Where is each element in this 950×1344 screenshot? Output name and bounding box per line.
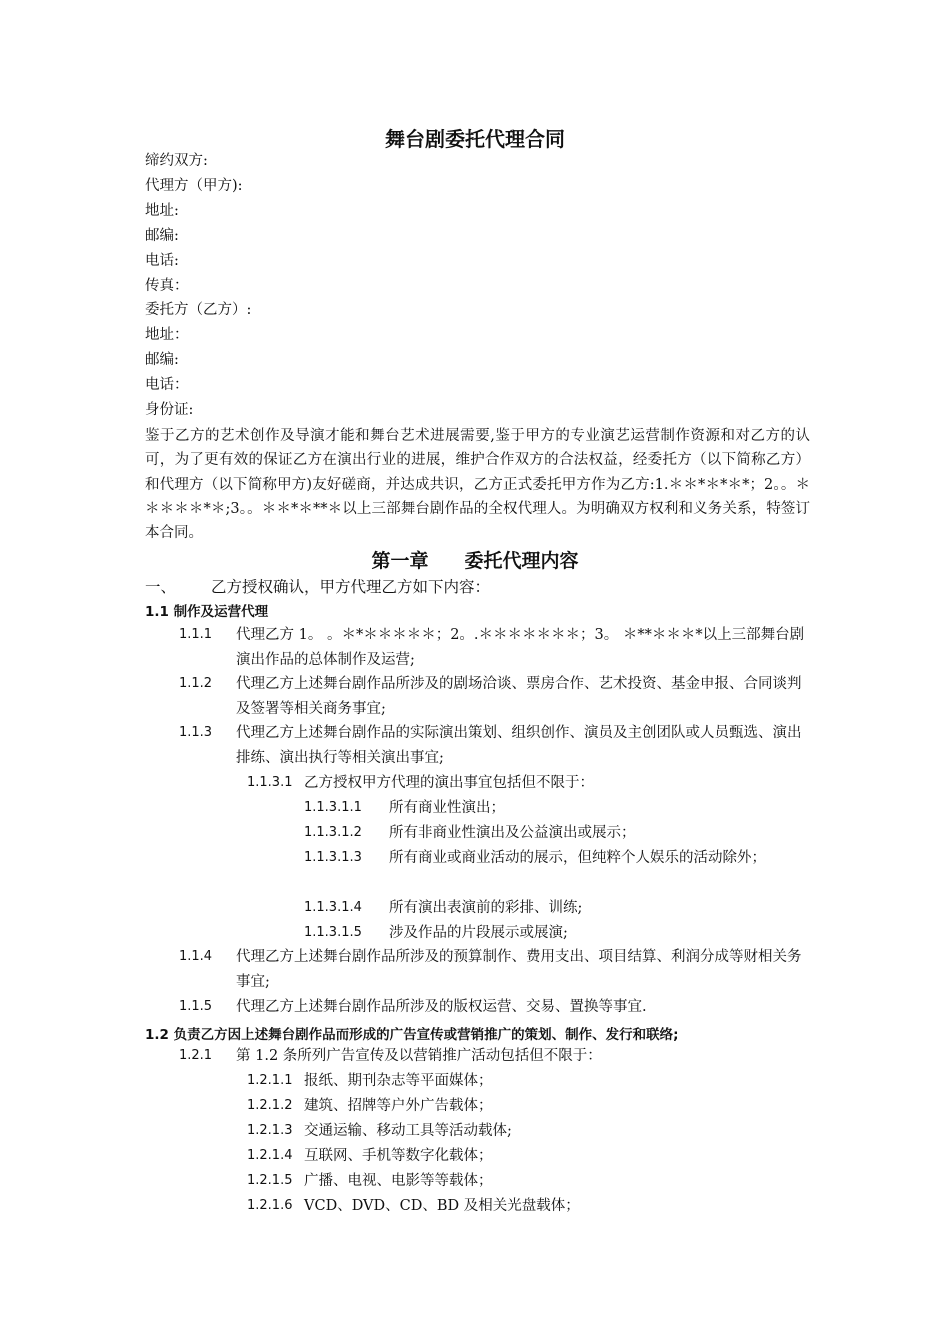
- clause-1-2-1: [179, 1044, 815, 1069]
- clause-1-1-1: [179, 623, 815, 672]
- clause-number: 1.1.2: [179, 676, 213, 691]
- clause-number: 1.2.1.1: [247, 1073, 293, 1088]
- clause-text: 建筑、招牌等户外广告载体；: [304, 1098, 493, 1114]
- clause-text: 涉及作品的片段展示或展演;: [389, 925, 568, 941]
- party-line: 地址:: [145, 203, 179, 219]
- clause-text: 所有商业性演出；: [389, 800, 505, 816]
- party-line: 传真：: [145, 278, 189, 294]
- section-one: [145, 575, 490, 597]
- party-line: 电话：: [145, 377, 189, 393]
- clause-number: 1.1.4: [179, 949, 213, 964]
- section-one-number: 一、: [145, 578, 177, 596]
- clause-text: 代理乙方上述舞台剧作品所涉及的版权运营、交易、置换等事宜.: [236, 999, 647, 1015]
- chapter-heading: [0, 546, 950, 573]
- clause-text: 互联网、手机等数字化载体；: [304, 1148, 493, 1164]
- clause-1-1-5: [179, 995, 815, 1020]
- clause-text: 所有非商业性演出及公益演出或展示；: [389, 825, 636, 841]
- clause-1-1-3-1-4: [304, 896, 815, 921]
- chapter-title: 委托代理内容: [464, 550, 579, 572]
- party-line: 代理方（甲方):: [145, 178, 243, 194]
- clause-number: 1.1.3.1.1: [304, 800, 362, 815]
- clause-text: 所有演出表演前的彩排、训练;: [389, 900, 583, 916]
- clause-number: 1.2.1.6: [247, 1198, 293, 1213]
- clause-1-1-3: [179, 721, 815, 770]
- clause-number: 1.1.3.1.3: [304, 850, 362, 865]
- clause-text: VCD、DVD、CD、BD 及相关光盘载体；: [304, 1198, 580, 1214]
- clause-number: 1.1.1: [179, 627, 213, 642]
- clause-number: 1.2.1.3: [247, 1123, 293, 1138]
- intro-paragraph: 鉴于乙方的艺术创作及导演才能和舞台艺术进展需要,鉴于甲方的专业演艺运营制作资源和对乙方的认可，为了更有效的保证乙方在演出行业的进展，维护合作双方的合法权益，经委托方（以下简称乙方）和代理方（以下简称甲方)友好磋商，并达成共识，乙方正式委托甲方作为乙方:1.＊＊*＊*＊*；2。。＊＊＊＊＊*＊;3。。＊＊*＊**＊以上三部舞台剧作品的全权代理人。为明确双方权利和义务关系，特签订本合同。: [145, 428, 810, 542]
- clause-text: 代理乙方 1。 。＊*＊＊＊＊＊；2。.＊＊＊＊＊＊＊；3。 ＊**＊＊＊*以上三部舞台剧演出作品的总体制作及运营;: [236, 627, 805, 668]
- clause-text: 广播、电视、电影等等载体；: [304, 1173, 493, 1189]
- clause-1-1-3-1-1: [304, 796, 815, 821]
- clause-1-1-3-1-5: [304, 921, 815, 946]
- clause-text: 交通运输、移动工具等活动载体;: [304, 1123, 512, 1139]
- clause-1-2-1-4: [247, 1144, 815, 1169]
- clause-number: 1.2.1.4: [247, 1148, 293, 1163]
- clause-1-1-2: [179, 672, 815, 721]
- party-line: 委托方（乙方）:: [145, 302, 252, 318]
- party-line: 邮编:: [145, 228, 179, 244]
- clause-text: 代理乙方上述舞台剧作品的实际演出策划、组织创作、演员及主创团队或人员甄选、演出排练、演出执行等相关演出事宜;: [236, 725, 802, 766]
- clause-text: 所有商业或商业活动的展示，但纯粹个人娱乐的活动除外；: [389, 850, 766, 866]
- clause-1-1-3-1: [247, 771, 815, 796]
- clause-number: 1.1.3.1.2: [304, 825, 362, 840]
- clause-text: 第 1.2 条所列广告宣传及以营销推广活动包括但不限于：: [236, 1048, 602, 1064]
- clause-text: 代理乙方上述舞台剧作品所涉及的预算制作、费用支出、项目结算、利润分成等财相关务事宜;: [236, 949, 802, 990]
- document-title: 舞台剧委托代理合同: [385, 127, 565, 151]
- clause-number: 1.1.3.1.4: [304, 900, 362, 915]
- clause-number: 1.2.1.2: [247, 1098, 293, 1113]
- clause-number: 1.2.1: [179, 1048, 213, 1063]
- clause-number: 1.1.3: [179, 725, 213, 740]
- clause-1-1-3-1-3: [304, 846, 815, 871]
- party-line: 邮编:: [145, 352, 179, 368]
- section-heading-1-1: 1.1 制作及运营代理: [145, 604, 269, 620]
- clause-1-2-1-1: [247, 1069, 815, 1094]
- party-line: 缔约双方:: [145, 153, 208, 169]
- chapter-number: 第一章: [371, 550, 429, 572]
- clause-text: 乙方授权甲方代理的演出事宜包括但不限于：: [304, 775, 594, 791]
- clause-1-2-1-2: [247, 1094, 815, 1119]
- clause-number: 1.1.5: [179, 999, 213, 1014]
- clause-1-2-1-5: [247, 1169, 815, 1194]
- section-heading-1-2: 1.2 负责乙方因上述舞台剧作品而形成的广告宣传或营销推广的策划、制作、发行和联络;: [145, 1027, 679, 1043]
- clause-1-1-3-1-2: [304, 821, 815, 846]
- clause-1-2-1-6: [247, 1194, 815, 1219]
- party-line: 地址：: [145, 327, 189, 343]
- party-line: 电话:: [145, 253, 179, 269]
- clause-1-1-4: [179, 945, 815, 994]
- clause-text: 报纸、期刊杂志等平面媒体；: [304, 1073, 493, 1089]
- clause-1-2-1-3: [247, 1119, 815, 1144]
- clause-number: 1.1.3.1: [247, 775, 293, 790]
- party-line: 身份证:: [145, 402, 194, 418]
- clause-number: 1.1.3.1.5: [304, 925, 362, 940]
- clause-text: 代理乙方上述舞台剧作品所涉及的剧场洽谈、票房合作、艺术投资、基金申报、合同谈判及签署等相关商务事宜;: [236, 676, 802, 717]
- clause-number: 1.2.1.5: [247, 1173, 293, 1188]
- section-one-text: 乙方授权确认，甲方代理乙方如下内容：: [211, 578, 491, 596]
